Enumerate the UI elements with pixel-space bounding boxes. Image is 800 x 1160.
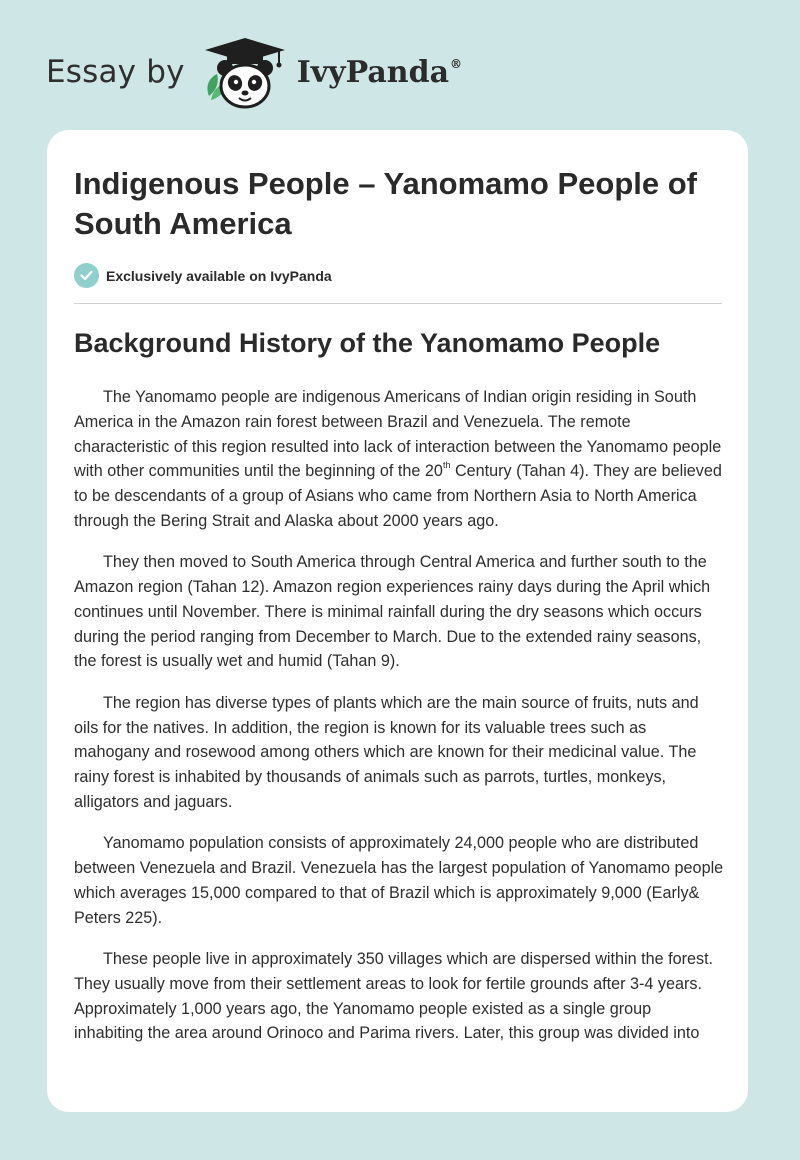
paragraph-3: The region has diverse types of plants which are the main source of fruits, nuts and oils for the natives. In addition, the region is known for its valuable trees such as mahogany and rosewood among others which are known for their medicinal value. The rainy forest is inhabited by thousands of animals such as parrots, turtles, monkeys, alligators and jaguars. <box>74 693 699 811</box>
brand-label: IvyPanda <box>296 54 450 90</box>
exclusive-badge <box>74 263 332 288</box>
brand-name[interactable] <box>297 55 462 90</box>
badge-text: Exclusively available on IvyPanda <box>106 267 332 284</box>
paragraph-1-text-a: The Yanomamo people are indigenous Americans of Indian origin residing in South America in the Amazon rain forest between Brazil and Venezuela. The remote characteristic of this region resulted into lack of interaction between the Yanomamo people with other communities until the beginning of the 20 <box>74 388 722 481</box>
divider <box>74 303 722 304</box>
registered-mark: ® <box>450 56 463 71</box>
essay-body <box>74 385 724 1063</box>
paragraph-4: Yanomamo population consists of approximately 24,000 people who are distributed between Venezuela and Brazil. Venezuela has the largest population of Yanomamo people which averages 15,000 compared to that of Brazil which is approximately 9,000 (Early& Peters 225). <box>74 834 724 927</box>
paragraph-2: They then moved to South America through Central America and further south to the Amazon region (Tahan 12). Amazon region experiences rainy days during the April which continues until November. There is minimal rainfall during the dry seasons which occurs during the period ranging from December to March. Due to the extended rainy seasons, the forest is usually wet and humid (Tahan 9). <box>74 553 711 671</box>
paragraph-5: These people live in approximately 350 villages which are dispersed within the forest. They usually move from their settlement areas to look for fertile grounds after 3-4 years. Approximately 1,000 years ago, the Yanomamo people existed as a single group inhabiting the area around Orinoco and Parima rivers. Later, this group was divided into <box>74 949 714 1043</box>
site-header <box>46 34 462 110</box>
paragraph-1 <box>74 385 724 534</box>
essay-card <box>47 130 748 1112</box>
ordinal-suffix: th <box>442 460 451 470</box>
essay-by-label: Essay by <box>46 54 185 90</box>
section-heading: Background History of the Yanomamo People <box>74 328 661 358</box>
essay-title: Indigenous People – Yanomamo People of South America <box>74 166 697 241</box>
check-icon <box>74 263 99 288</box>
paragraph-1-text-b: Century (Tahan 4). They are believed to be descendants of a group of Asians who came from Northern Asia to North America through the Bering Strait and Alaska about 2000 years ago. <box>74 462 722 530</box>
panda-logo-icon[interactable] <box>199 34 291 110</box>
